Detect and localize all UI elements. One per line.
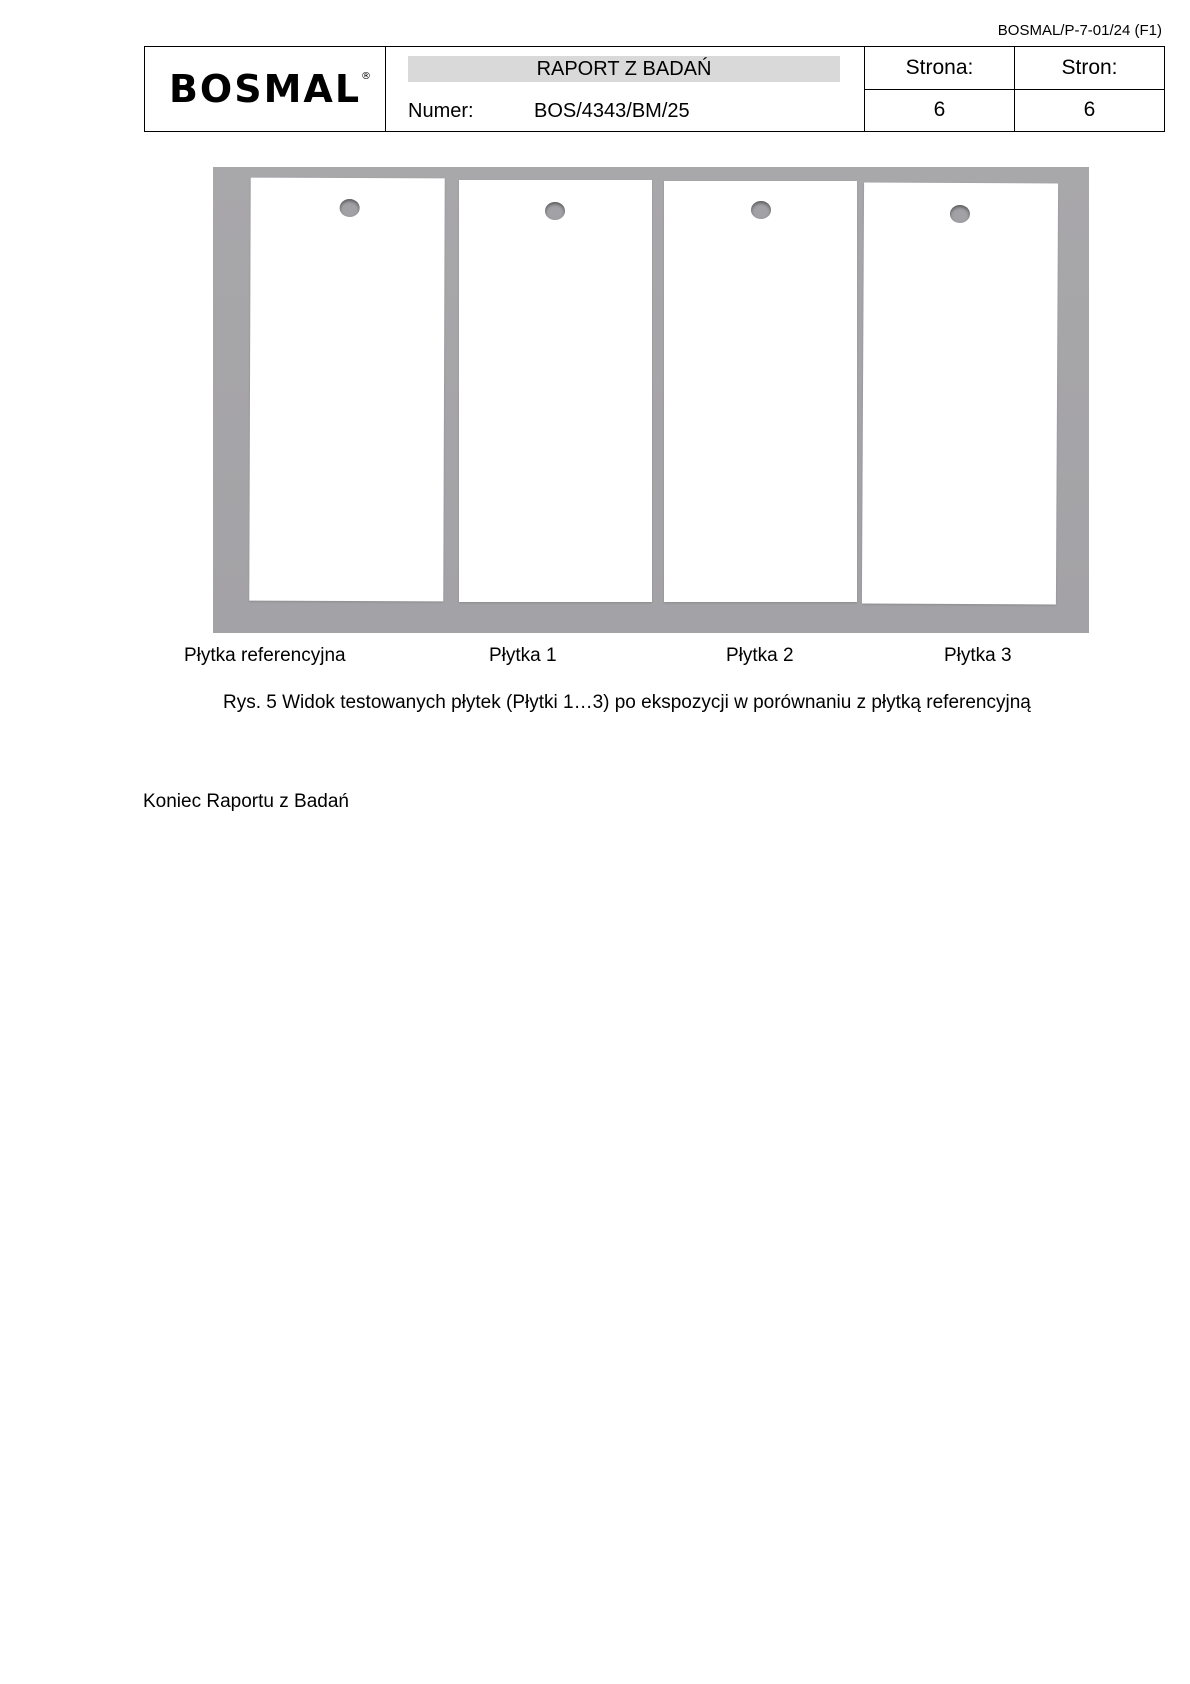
report-number-label: Numer: [408, 100, 474, 122]
plate-hole [340, 199, 360, 217]
page-number-value: 6 [865, 89, 1015, 132]
registered-mark: ® [361, 71, 374, 82]
test-plate-2 [664, 181, 857, 602]
pages-total-label-cell: Stron: [1015, 47, 1165, 90]
figure-caption: Rys. 5 Widok testowanych płytek (Płytki 1…3) po ekspozycji w porównaniu z płytką referencyjną [223, 692, 1031, 713]
plate-hole [950, 205, 970, 223]
plate-label-reference: Płytka referencyjna [184, 645, 346, 666]
report-number-value: BOS/4343/BM/25 [534, 100, 690, 122]
pages-total-value: 6 [1015, 89, 1165, 132]
plate-labels-row [0, 645, 1190, 669]
report-number-row [408, 100, 864, 128]
report-title: RAPORT Z BADAŃ [408, 56, 840, 82]
end-of-report: Koniec Raportu z Badań [143, 791, 349, 812]
plate-label-1: Płytka 1 [489, 645, 557, 666]
plate-hole [545, 202, 565, 220]
report-header-table [144, 46, 1165, 132]
plate-hole [751, 201, 771, 219]
document-code: BOSMAL/P-7-01/24 (F1) [997, 22, 1162, 39]
plate-label-3: Płytka 3 [944, 645, 1012, 666]
reference-plate [249, 178, 444, 602]
test-plate-3 [862, 182, 1058, 604]
logo-text: BOSMAL [168, 67, 362, 111]
bosmal-logo [168, 67, 374, 111]
title-cell [386, 47, 865, 132]
page-label-cell: Strona: [865, 47, 1015, 90]
logo-cell [145, 47, 386, 132]
test-plate-1 [459, 180, 652, 602]
plate-label-2: Płytka 2 [726, 645, 794, 666]
plates-photo [213, 167, 1089, 633]
